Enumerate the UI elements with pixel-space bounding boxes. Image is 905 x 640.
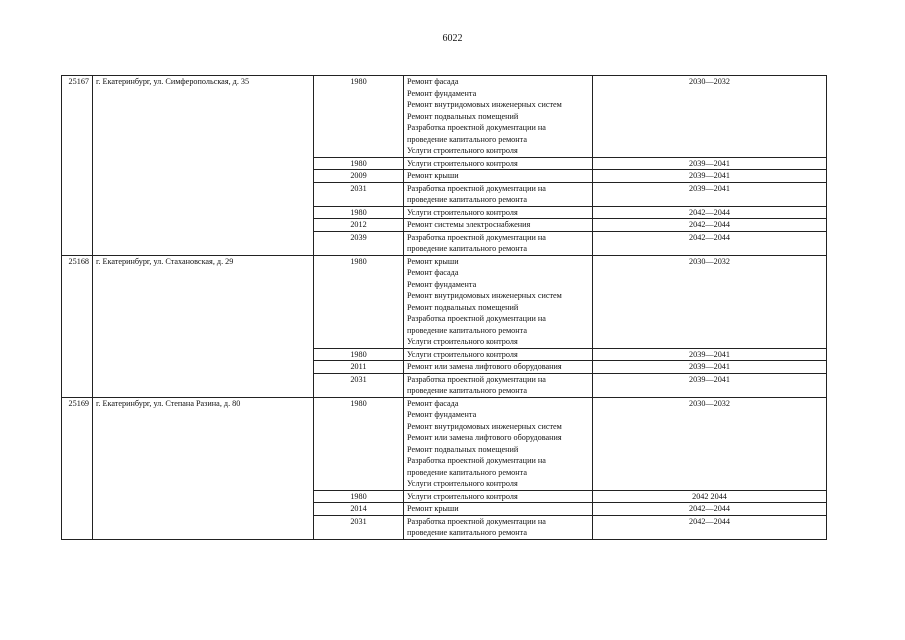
work-item: Услуги строительного контроля <box>407 146 518 155</box>
object-id: 25169 <box>62 397 93 539</box>
period-cell: 2039—2041 <box>593 182 827 206</box>
period-cell: 2030—2032 <box>593 397 827 490</box>
work-item: Ремонт фасада <box>407 77 459 86</box>
works-cell <box>404 503 593 516</box>
work-item: Ремонт крыши <box>407 256 459 266</box>
table-row <box>62 397 827 490</box>
works-cell <box>404 206 593 219</box>
work-item: Ремонт подвальных помещений <box>407 111 519 121</box>
work-item: Ремонт фасада <box>407 268 459 277</box>
works-cell <box>404 373 593 397</box>
works-cell <box>404 361 593 374</box>
period-cell: 2039—2041 <box>593 170 827 183</box>
work-item: Разработка проектной документации на <box>407 232 546 242</box>
object-id: 25168 <box>62 255 93 397</box>
work-item: Ремонт системы электроснабжения <box>407 220 531 229</box>
period-cell: 2039—2041 <box>593 157 827 170</box>
work-item: Ремонт фундамента <box>407 88 477 98</box>
year-cell: 2012 <box>314 219 404 232</box>
work-item: Ремонт внутридомовых инженерных систем <box>407 100 562 109</box>
year-cell: 2009 <box>314 170 404 183</box>
period-cell: 2042—2044 <box>593 231 827 255</box>
work-item: Ремонт фундамента <box>407 279 477 289</box>
work-item: Разработка проектной документации на <box>407 374 546 384</box>
period-cell: 2042 2044 <box>593 490 827 503</box>
work-item: Разработка проектной документации на <box>407 123 546 132</box>
period-cell: 2039—2041 <box>593 373 827 397</box>
year-cell: 2014 <box>314 503 404 516</box>
work-item: Ремонт подвальных помещений <box>407 302 519 312</box>
work-item: проведение капитального ремонта <box>407 325 527 335</box>
work-item: Ремонт фундамента <box>407 410 477 419</box>
works-cell <box>404 397 593 490</box>
works-cell <box>404 219 593 232</box>
works-cell <box>404 182 593 206</box>
work-item: проведение капитального ремонта <box>407 134 527 144</box>
period-cell: 2030—2032 <box>593 76 827 158</box>
year-cell: 1980 <box>314 206 404 219</box>
year-cell: 2011 <box>314 361 404 374</box>
object-address: г. Екатеринбург, ул. Стахановская, д. 29 <box>93 255 314 397</box>
work-item: Ремонт внутридомовых инженерных систем <box>407 421 562 431</box>
work-item: Разработка проектной документации на <box>407 314 546 323</box>
work-item: проведение капитального ремонта <box>407 386 527 395</box>
work-item: Ремонт крыши <box>407 171 459 180</box>
table-body <box>62 76 827 540</box>
work-item: Ремонт или замена лифтового оборудования <box>407 433 562 442</box>
object-address: г. Екатеринбург, ул. Симферопольская, д. 35 <box>93 76 314 256</box>
work-item: Услуги строительного контроля <box>407 158 518 168</box>
work-item: Услуги строительного контроля <box>407 349 518 359</box>
year-cell: 1980 <box>314 255 404 348</box>
page-number: 6022 <box>442 33 463 44</box>
year-cell: 1980 <box>314 76 404 158</box>
period-cell: 2042—2044 <box>593 515 827 539</box>
year-cell: 1980 <box>314 397 404 490</box>
work-item: Разработка проектной документации на <box>407 516 546 526</box>
table-row <box>62 255 827 348</box>
year-cell: 2031 <box>314 182 404 206</box>
work-item: проведение капитального ремонта <box>407 244 527 253</box>
year-cell: 2039 <box>314 231 404 255</box>
object-id: 25167 <box>62 76 93 256</box>
work-item: Ремонт фасада <box>407 398 459 408</box>
works-cell <box>404 170 593 183</box>
year-cell: 1980 <box>314 348 404 361</box>
works-cell <box>404 76 593 158</box>
work-item: Ремонт подвальных помещений <box>407 444 519 454</box>
works-cell <box>404 348 593 361</box>
works-cell <box>404 515 593 539</box>
works-cell <box>404 157 593 170</box>
work-item: Ремонт или замена лифтового оборудования <box>407 362 562 371</box>
period-cell: 2030—2032 <box>593 255 827 348</box>
year-cell: 2031 <box>314 373 404 397</box>
year-cell: 2031 <box>314 515 404 539</box>
works-cell <box>404 231 593 255</box>
work-item: Ремонт крыши <box>407 504 459 513</box>
work-item: Услуги строительного контроля <box>407 207 518 217</box>
period-cell: 2042—2044 <box>593 219 827 232</box>
work-item: Услуги строительного контроля <box>407 479 518 488</box>
year-cell: 1980 <box>314 490 404 503</box>
work-item: проведение капитального ремонта <box>407 467 527 477</box>
period-cell: 2042—2044 <box>593 503 827 516</box>
work-item: Разработка проектной документации на <box>407 456 546 465</box>
object-address: г. Екатеринбург, ул. Степана Разина, д. 80 <box>93 397 314 539</box>
work-item: Ремонт внутридомовых инженерных систем <box>407 291 562 300</box>
period-cell: 2039—2041 <box>593 361 827 374</box>
work-item: Услуги строительного контроля <box>407 337 518 346</box>
work-item: проведение капитального ремонта <box>407 528 527 537</box>
works-cell <box>404 255 593 348</box>
period-cell: 2039—2041 <box>593 348 827 361</box>
year-cell: 1980 <box>314 157 404 170</box>
work-item: проведение капитального ремонта <box>407 195 527 204</box>
table-row <box>62 76 827 158</box>
work-item: Услуги строительного контроля <box>407 491 518 501</box>
work-item: Разработка проектной документации на <box>407 183 546 193</box>
works-cell <box>404 490 593 503</box>
period-cell: 2042—2044 <box>593 206 827 219</box>
capital-repair-table <box>61 75 827 540</box>
